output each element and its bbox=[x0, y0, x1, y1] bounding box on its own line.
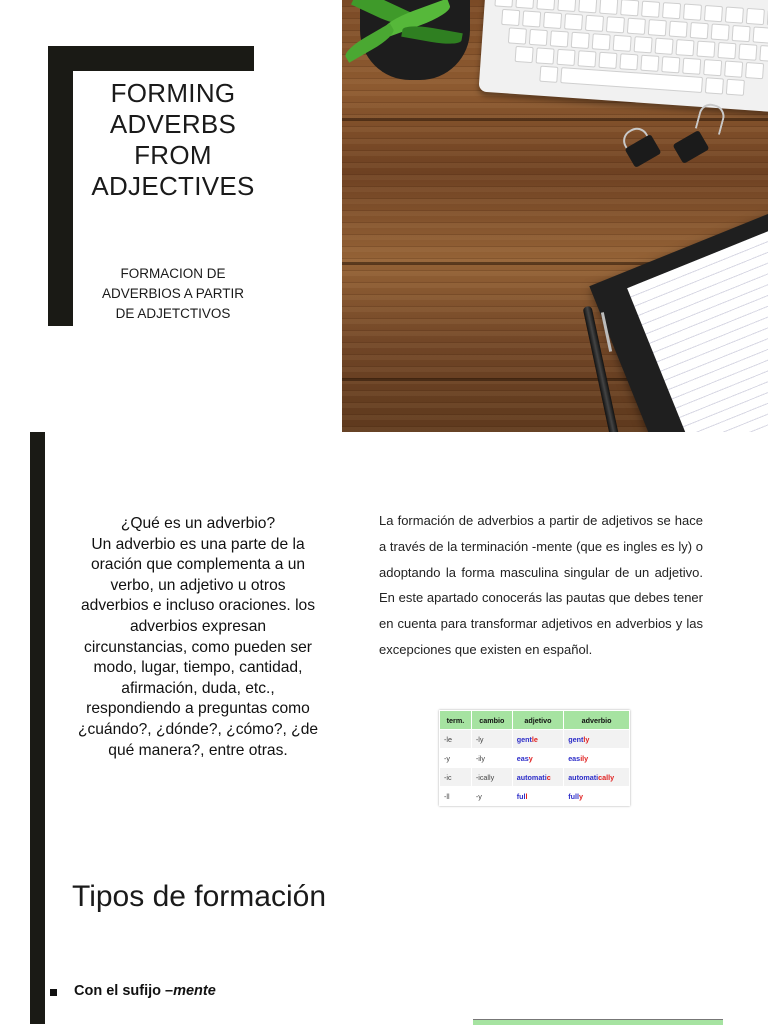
subtitle-line: DE ADJETCTIVOS bbox=[115, 306, 231, 321]
term-cell: -y bbox=[440, 749, 472, 768]
adjective-ending: y bbox=[528, 753, 533, 763]
definition-line: modo, lugar, tiempo, cantidad, bbox=[93, 659, 303, 677]
definition-line: afirmación, duda, etc., bbox=[121, 679, 275, 697]
definition-line: verbo, un adjetivo u otros bbox=[110, 576, 286, 594]
binder-clip-icon bbox=[673, 130, 710, 164]
adverb-base: gent bbox=[568, 734, 584, 744]
definition-line: ¿Qué es un adverbio? bbox=[120, 515, 276, 532]
bullet-prefix: Con el sufijo – bbox=[74, 983, 174, 999]
adjective-base: automati bbox=[516, 772, 547, 782]
definition-line: ¿cuándo?, ¿dónde?, ¿cómo?, ¿de bbox=[77, 720, 319, 738]
change-cell: -ly bbox=[471, 730, 512, 749]
adverb-base: full bbox=[568, 791, 579, 801]
section-heading: Tipos de formación bbox=[72, 880, 327, 913]
definition-line: qué manera?, entre otras. bbox=[108, 741, 288, 759]
title-line: FROM bbox=[134, 140, 212, 170]
bracket-decoration-top bbox=[48, 46, 254, 71]
adverb-definition bbox=[58, 514, 338, 761]
formation-paragraph: La formación de adverbios a partir de adjetivos se hace a través de la terminación -mente (que es ingles es ly) o adoptando la forma masculina singular de un adjetivo. En este apartado conocerás las pautas que debes tener en cuenta para transformar adjetivos en adverbios y las excepciones que existen en español. bbox=[379, 513, 703, 657]
adverb-cell bbox=[564, 787, 630, 806]
table-header: adverbio bbox=[564, 711, 630, 730]
table-row bbox=[440, 768, 630, 787]
table-row bbox=[440, 730, 630, 749]
desk-photo bbox=[342, 0, 768, 432]
title-line: ADJECTIVES bbox=[91, 171, 255, 201]
adjective-cell bbox=[512, 730, 563, 749]
adverb-base: automati bbox=[568, 772, 599, 782]
term-cell: -le bbox=[440, 730, 472, 749]
table-header: term. bbox=[440, 711, 472, 730]
keyboard bbox=[478, 0, 768, 112]
definition-line: circunstancias, como pueden ser bbox=[84, 638, 312, 656]
adverb-cell bbox=[564, 749, 630, 768]
table-row bbox=[440, 749, 630, 768]
title-slide bbox=[0, 0, 768, 432]
adverb-cell bbox=[564, 768, 630, 787]
adjective-base: ful bbox=[516, 791, 526, 801]
adverb-ending: cally bbox=[598, 772, 615, 782]
adjective-ending: le bbox=[531, 734, 538, 744]
slide-subtitle bbox=[90, 264, 256, 324]
definition-line: oración que complementa a un bbox=[90, 556, 306, 574]
table-header: adjetivo bbox=[512, 711, 563, 730]
table-header-row bbox=[440, 711, 630, 730]
adjective-cell bbox=[512, 768, 563, 787]
content-slide bbox=[0, 432, 768, 1024]
change-cell: -ically bbox=[471, 768, 512, 787]
bracket-decoration-left bbox=[48, 46, 73, 326]
adverb-ending: y bbox=[578, 791, 583, 801]
suffix-table bbox=[439, 710, 630, 806]
change-cell: -ily bbox=[471, 749, 512, 768]
next-table-header-edge bbox=[473, 1019, 723, 1025]
adverb-ending: ily bbox=[580, 753, 589, 763]
adverb-cell bbox=[564, 730, 630, 749]
bullet-square-icon bbox=[50, 989, 57, 996]
definition-line: respondiendo a preguntas como bbox=[86, 700, 310, 718]
adjective-cell bbox=[512, 787, 563, 806]
adverb-ending: ly bbox=[583, 734, 590, 744]
bullet-item bbox=[74, 983, 216, 999]
slide-title bbox=[80, 78, 266, 202]
term-cell: -ll bbox=[440, 787, 472, 806]
subtitle-line: FORMACION DE bbox=[120, 266, 226, 281]
definition-line: adverbios expresan bbox=[129, 617, 267, 635]
definition-line: Un adverbio es una parte de la bbox=[91, 535, 305, 553]
change-cell: -y bbox=[471, 787, 512, 806]
adjective-ending: l bbox=[525, 791, 528, 801]
table-row bbox=[440, 787, 630, 806]
bullet-suffix: mente bbox=[173, 983, 216, 999]
adverb-base: eas bbox=[568, 753, 581, 763]
subtitle-line: ADVERBIOS A PARTIR bbox=[101, 286, 245, 301]
adjective-ending: c bbox=[546, 772, 551, 782]
definition-line: adverbios e incluso oraciones. los bbox=[80, 597, 316, 615]
title-line: ADVERBS bbox=[109, 109, 237, 139]
adjective-base: eas bbox=[516, 753, 529, 763]
adjective-base: gent bbox=[516, 734, 532, 744]
title-line: FORMING bbox=[110, 78, 236, 108]
table-header: cambio bbox=[471, 711, 512, 730]
adjective-cell bbox=[512, 749, 563, 768]
term-cell: -ic bbox=[440, 768, 472, 787]
vertical-bar-decoration bbox=[30, 432, 45, 1024]
